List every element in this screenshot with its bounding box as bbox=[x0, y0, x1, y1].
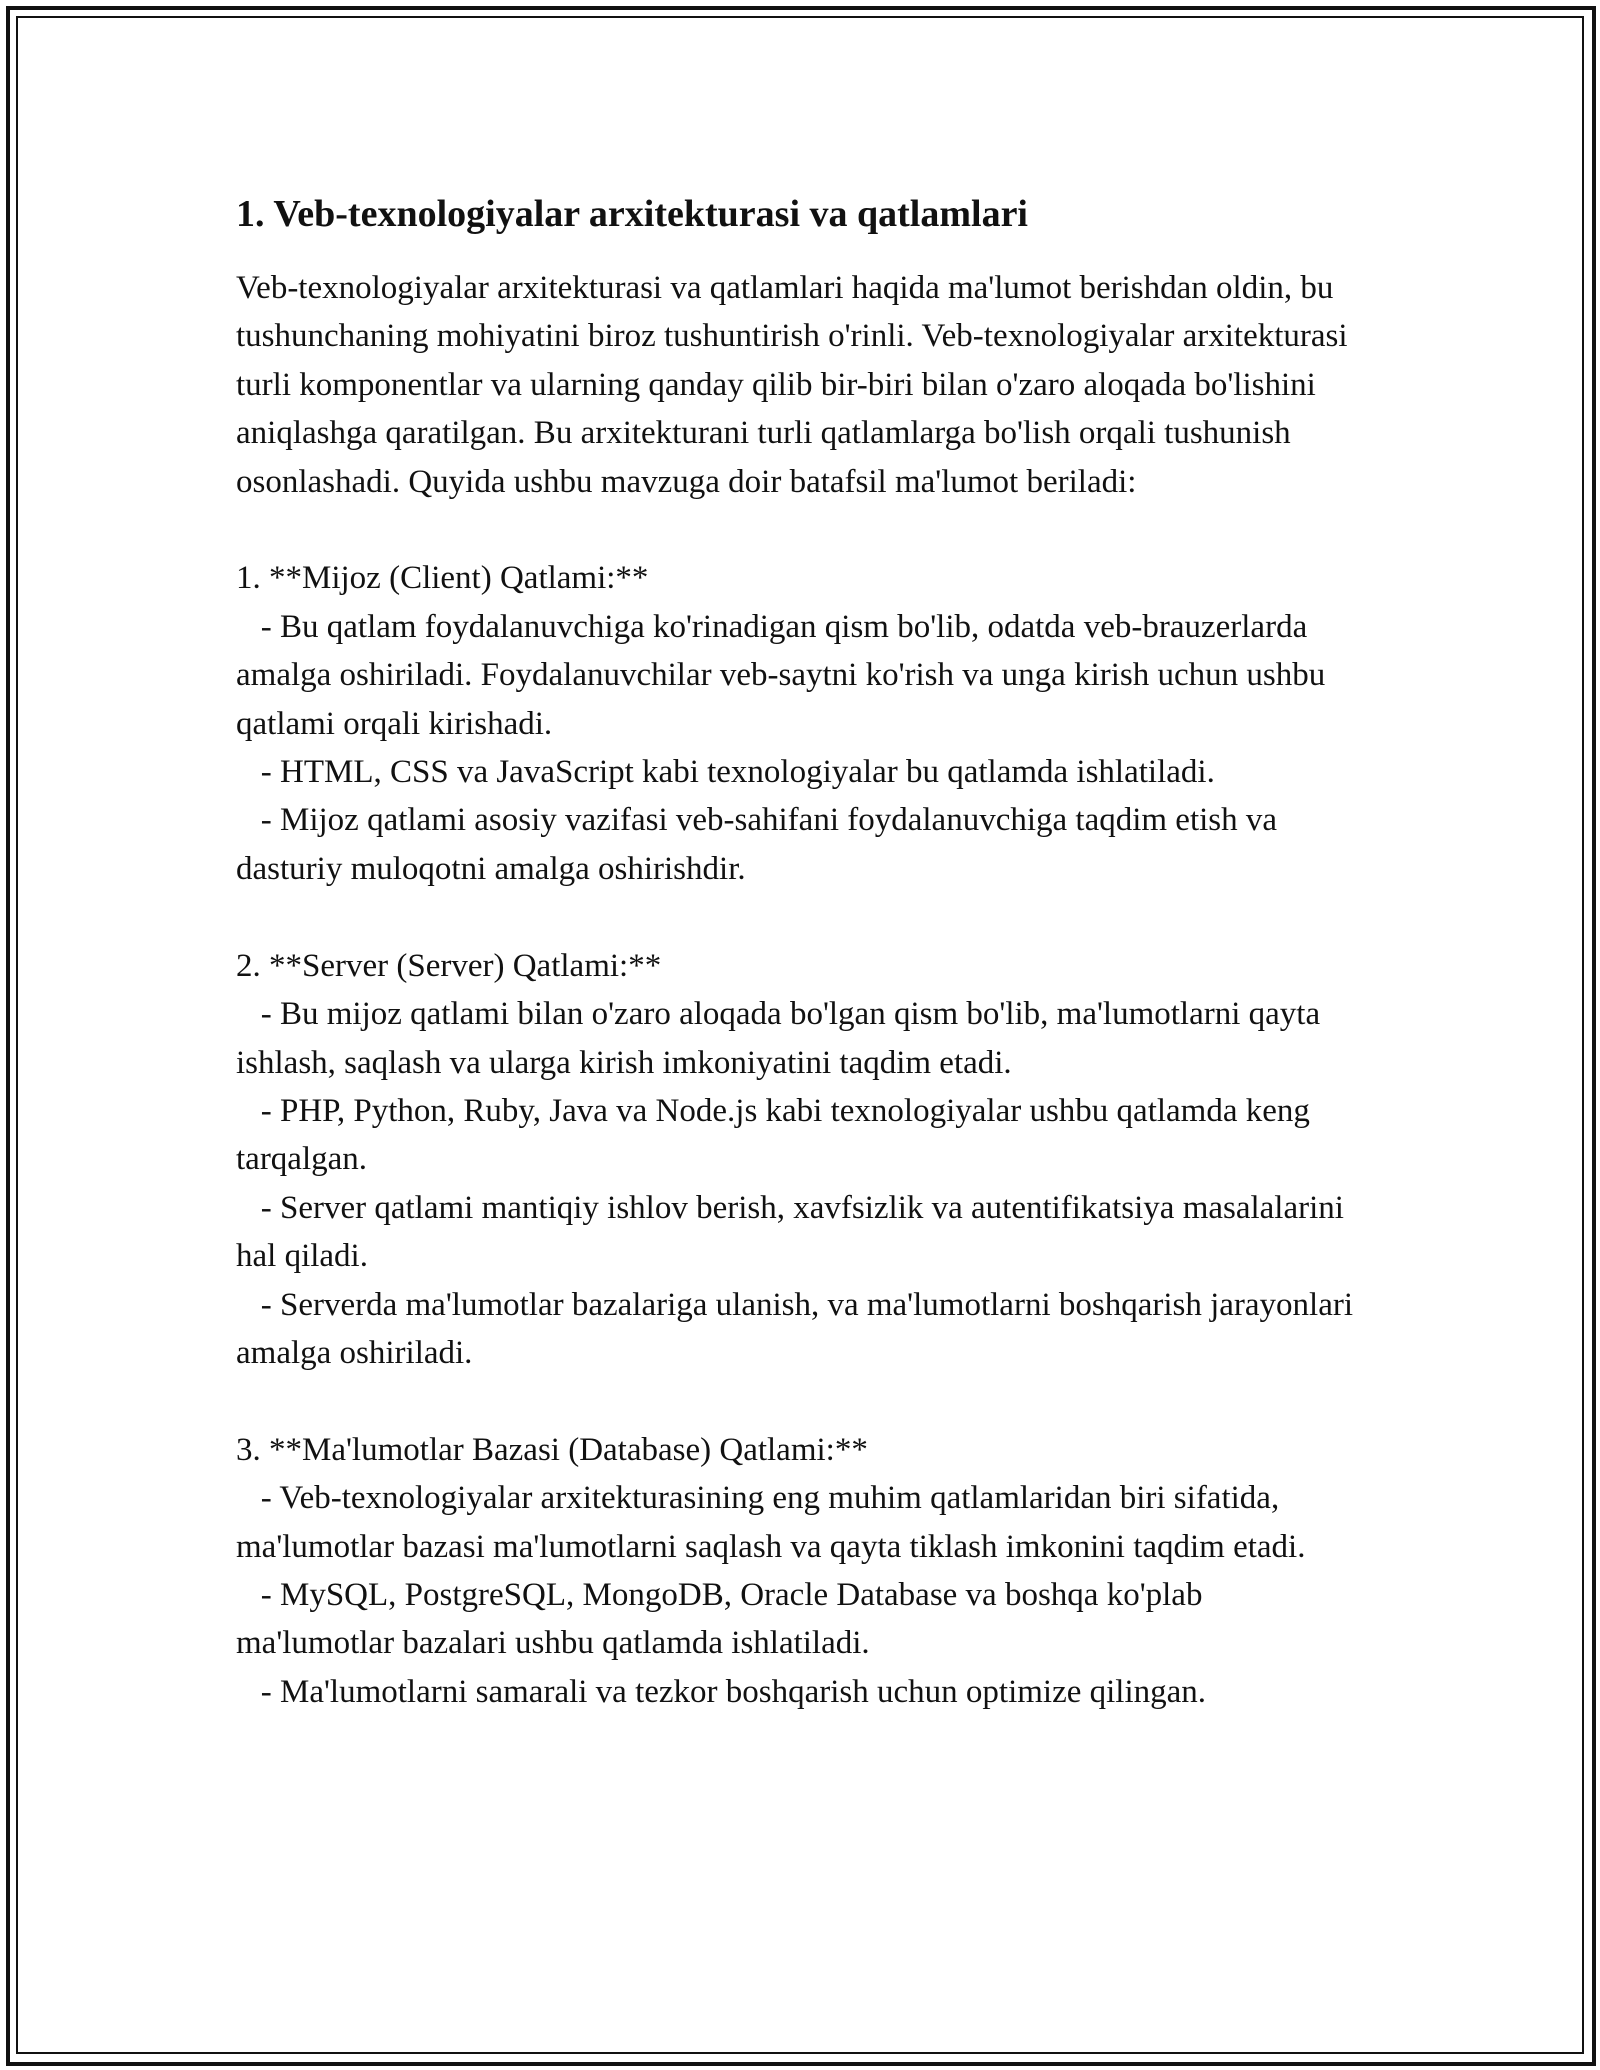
section-heading: 2. **Server (Server) Qatlami:** bbox=[236, 947, 662, 984]
section-heading: 3. **Ma'lumotlar Bazasi (Database) Qatlami:** bbox=[236, 1431, 868, 1468]
list-item: - PHP, Python, Ruby, Java va Node.js kabi texnologiyalar ushbu qatlamda keng tarqalgan. bbox=[236, 1092, 1319, 1178]
document-title: 1. Veb-texnologiyalar arxitekturasi va qatlamlari bbox=[236, 193, 1028, 235]
blank-line bbox=[236, 893, 1366, 941]
blank-line bbox=[236, 1377, 1366, 1425]
section-client-layer bbox=[236, 554, 1366, 893]
section-database-layer bbox=[236, 1426, 1366, 1716]
list-item: - Serverda ma'lumotlar bazalariga ulanish, va ma'lumotlarni boshqarish jarayonlari amalga oshiriladi. bbox=[236, 1286, 1362, 1371]
intro-paragraph: Veb-texnologiyalar arxitekturasi va qatlamlari haqida ma'lumot berishdan oldin, bu tushunchaning mohiyatini biroz tushuntirish o'rinli. Veb-texnologiyalar arxitekturasi turli komponentlar va ularning qanday qilib bir-biri bilan o'zaro aloqada bo'lishini aniqlashga qaratilgan. Bu arxitekturani turli qatlamlarga bo'lish orqali tushunish osonlashadi. Quyida ushbu mavzuga doir batafsil ma'lumot beriladi: bbox=[236, 270, 1356, 500]
section-heading: 1. **Mijoz (Client) Qatlami:** bbox=[236, 560, 649, 597]
blank-line bbox=[236, 506, 1366, 554]
list-item: - MySQL, PostgreSQL, MongoDB, Oracle Database va boshqa ko'plab ma'lumotlar bazalari ushbu qatlamda ishlatiladi. bbox=[236, 1576, 1211, 1662]
list-item: - Mijoz qatlami asosiy vazifasi veb-sahifani foydalanuvchiga taqdim etish va dasturiy muloqotni amalga oshirishdir. bbox=[236, 802, 1286, 887]
list-item: - Ma'lumotlarni samarali va tezkor boshqarish uchun optimize qilingan. bbox=[236, 1673, 1207, 1710]
section-server-layer bbox=[236, 942, 1366, 1378]
list-item: - Server qatlami mantiqiy ishlov berish, xavfsizlik va autentifikatsiya masalalarini hal qiladi. bbox=[236, 1189, 1353, 1275]
list-item: - Bu qatlam foydalanuvchiga ko'rinadigan qism bo'lib, odatda veb-brauzerlarda amalga oshiriladi. Foydalanuvchilar veb-saytni ko'rish va unga kirish uchun ushbu qatlami orqali kirishadi. bbox=[236, 608, 1334, 742]
list-item: - Veb-texnologiyalar arxitekturasining eng muhim qatlamlaridan biri sifatida, ma'lumotlar bazasi ma'lumotlarni saqlash va qayta tiklash imkonini taqdim etadi. bbox=[236, 1480, 1306, 1565]
document-body bbox=[236, 186, 1366, 1716]
list-item: - HTML, CSS va JavaScript kabi texnologiyalar bu qatlamda ishlatiladi. bbox=[236, 754, 1215, 791]
list-item: - Bu mijoz qatlami bilan o'zaro aloqada bo'lgan qism bo'lib, ma'lumotlarni qayta ishlash, saqlash va ularga kirish imkoniyatini taqdim etadi. bbox=[236, 996, 1329, 1081]
